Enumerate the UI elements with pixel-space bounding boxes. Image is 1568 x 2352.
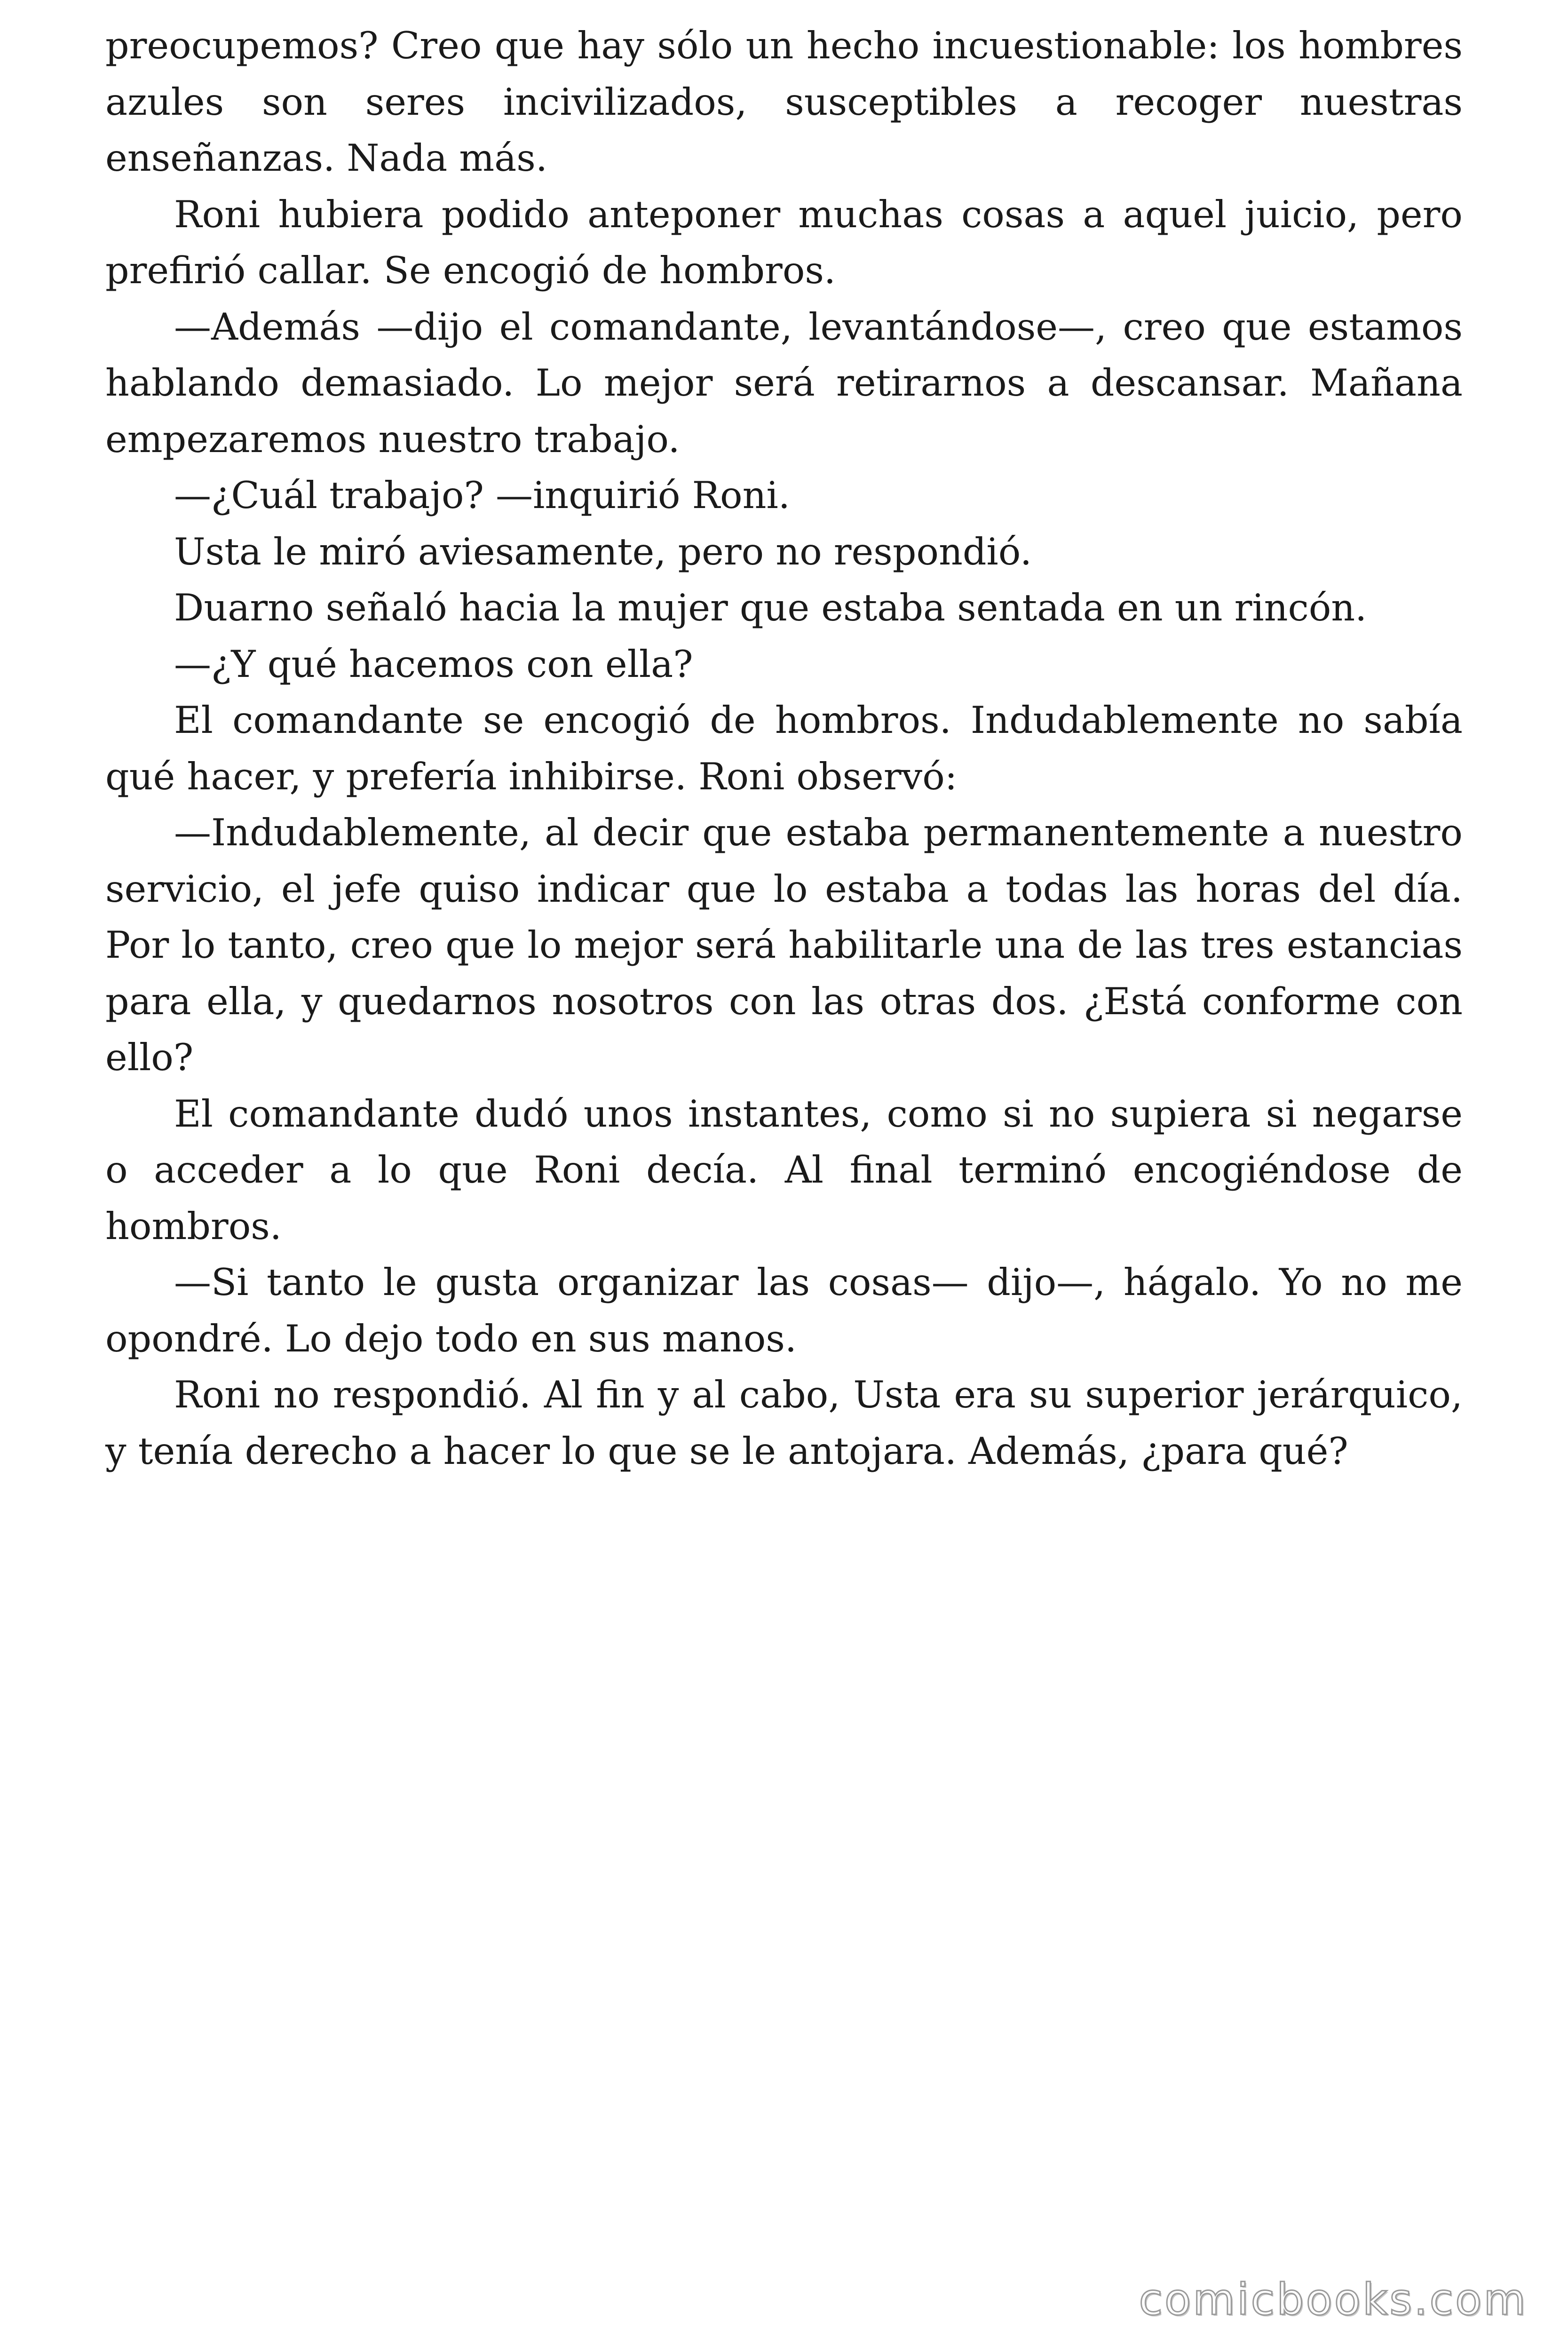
paragraph: —Si tanto le gusta organizar las cosas— dijo—, hágalo. Yo no me opondré. Lo dejo todo en sus manos.	[105, 1261, 1463, 1360]
paragraph: Usta le miró aviesamente, pero no respondió.	[174, 530, 1032, 573]
paragraph: El comandante dudó unos instantes, como si no supiera si negarse o acceder a lo que Roni decía. Al final terminó encogiéndose de hombros.	[105, 1092, 1463, 1248]
paragraph: Roni no respondió. Al fin y al cabo, Usta era su superior jerárquico, y tenía derecho a hacer lo que se le antojara. Además, ¿para qué?	[105, 1373, 1463, 1473]
paragraph: —¿Y qué hacemos con ella?	[174, 642, 693, 686]
paragraph: —Indudablemente, al decir que estaba permanentemente a nuestro servicio, el jefe quiso indicar que lo estaba a todas las horas del día. Por lo tanto, creo que lo mejor será habilitarle una de las tres estancias para ella, y quedarnos nosotros con las otras dos. ¿Está conforme con ello?	[105, 811, 1463, 1079]
body-text	[105, 18, 1463, 1479]
paragraph: El comandante se encogió de hombros. Indudablemente no sabía qué hacer, y prefería inhibirse. Roni observó:	[105, 699, 1463, 798]
paragraph: Duarno señaló hacia la mujer que estaba sentada en un rincón.	[174, 586, 1367, 629]
watermark: comicbooks.com	[1139, 2274, 1528, 2325]
paragraph: —Además —dijo el comandante, levantándose—, creo que estamos hablando demasiado. Lo mejor será retirarnos a descansar. Mañana empezaremos nuestro trabajo.	[105, 305, 1463, 461]
paragraph: Roni hubiera podido anteponer muchas cosas a aquel juicio, pero prefirió callar. Se encogió de hombros.	[105, 192, 1463, 292]
paragraph: preocupemos? Creo que hay sólo un hecho incuestionable: los hombres azules son seres incivilizados, susceptibles a recoger nuestras enseñanzas. Nada más.	[105, 24, 1463, 180]
paragraph: —¿Cuál trabajo? —inquirió Roni.	[174, 474, 790, 517]
